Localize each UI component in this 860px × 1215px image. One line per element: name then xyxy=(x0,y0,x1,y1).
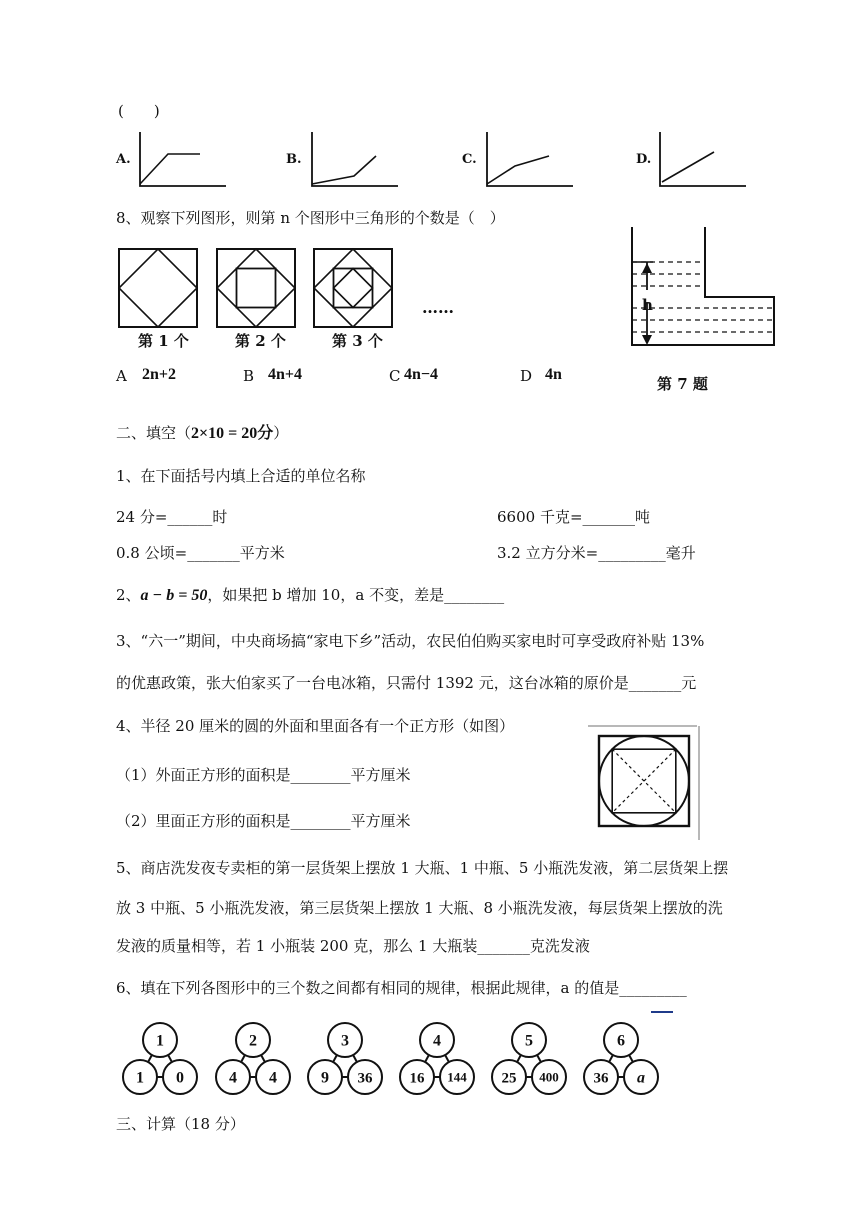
q8-stem: 8、观察下列图形，则第 n 个图形中三角形的个数是（ ） xyxy=(116,209,505,227)
section-2-title-prefix: 二、填空（ xyxy=(116,424,192,442)
q8-figure-3-label: 第 3 个 xyxy=(332,332,383,350)
number-value-right: 4 xyxy=(269,1069,277,1087)
fill-5-line-3: 发液的质量相等，若 1 小瓶装 200 克，那么 1 大瓶装_______克洗发液 xyxy=(116,937,590,955)
number-value-left: 9 xyxy=(321,1069,329,1087)
number-group-3 xyxy=(308,1023,382,1094)
q8-choice-d-expr: 4n xyxy=(545,366,562,383)
q7-figure-h-label: h xyxy=(642,296,653,314)
number-value-top: 2 xyxy=(249,1032,257,1050)
fill-5-line-2: 放 3 中瓶、5 小瓶洗发液，第三层货架上摆放 1 大瓶、8 小瓶洗发液，每层货架上摆放的洗 xyxy=(116,899,723,917)
number-value-right: 400 xyxy=(539,1069,559,1085)
fill-1-stem: 1、在下面括号内填上合适的单位名称 xyxy=(116,467,366,485)
q8-choice-a-letter: A xyxy=(116,367,127,385)
fill-1-item-2: 6600 千克=_______吨 xyxy=(497,508,651,526)
fill-2-text: ，如果把 b 增加 10，a 不变，差是________ xyxy=(207,586,505,604)
q8-choice-b-expr: 4n+4 xyxy=(268,366,303,383)
q7-option-b-label: B. xyxy=(286,152,302,167)
q7-answer-bracket: ( ) xyxy=(118,102,160,120)
number-value-top: 1 xyxy=(156,1032,164,1050)
fill-1-item-3: 0.8 公顷=_______平方米 xyxy=(116,544,285,562)
q8-choice-b-letter: B xyxy=(243,367,255,385)
section-2-title-math: 2×10 = 20分 xyxy=(191,425,274,442)
number-group-1 xyxy=(123,1023,197,1094)
number-group-6 xyxy=(584,1023,658,1094)
fill-3-line-2: 的优惠政策，张大伯家买了一台电冰箱，只需付 1392 元，这台冰箱的原价是_______元 xyxy=(116,674,697,692)
number-value-right: 36 xyxy=(357,1070,373,1087)
q8-ellipsis: …… xyxy=(422,298,454,317)
fill-4-stem: 4、半径 20 厘米的圆的外面和里面各有一个正方形（如图） xyxy=(116,717,515,735)
q8-figure-1-label: 第 1 个 xyxy=(138,332,189,350)
fill-1-item-1: 24 分=______时 xyxy=(116,508,228,526)
fill-1-item-4: 3.2 立方分米=_________毫升 xyxy=(497,544,696,562)
q7-option-a-label: A. xyxy=(116,152,131,167)
number-value-left: 1 xyxy=(136,1069,144,1087)
number-value-left: 36 xyxy=(593,1070,609,1087)
section-2-title-suffix: ） xyxy=(273,424,289,442)
number-group-5 xyxy=(492,1023,566,1094)
number-value-right: 0 xyxy=(176,1069,184,1087)
fill-4-question-2: （2）里面正方形的面积是________平方厘米 xyxy=(116,812,411,830)
q7-option-c-label: C. xyxy=(462,152,477,167)
number-value-top: 5 xyxy=(525,1032,533,1050)
number-value-top: 3 xyxy=(341,1032,349,1050)
fill-2-math: a − b = 50 xyxy=(140,587,208,604)
q8-choice-c-letter: C xyxy=(389,367,401,385)
number-value-top: 6 xyxy=(617,1032,625,1050)
number-value-left: 4 xyxy=(229,1069,237,1087)
number-value-left: 25 xyxy=(501,1070,517,1087)
number-group-4 xyxy=(400,1023,474,1094)
number-value-left: 16 xyxy=(409,1070,425,1087)
q8-choice-a-expr: 2n+2 xyxy=(142,366,177,383)
section-3-title: 三、计算（18 分） xyxy=(116,1115,245,1133)
number-value-right: 144 xyxy=(447,1069,467,1085)
q8-choice-d-letter: D xyxy=(520,367,533,385)
number-value-top: 4 xyxy=(433,1032,441,1050)
q8-choice-c-expr: 4n−4 xyxy=(404,366,439,383)
fill-6-stem: 6、填在下列各图形中的三个数之间都有相同的规律，根据此规律，a 的值是_________ xyxy=(116,979,687,997)
fill-2-prefix: 2、 xyxy=(116,586,141,604)
fill-4-question-1: （1）外面正方形的面积是________平方厘米 xyxy=(116,766,411,784)
q7-figure-caption: 第 7 题 xyxy=(657,375,708,393)
fill-3-line-1: 3、“六一”期间，中央商场搞“家电下乡”活动，农民伯伯购买家电时可享受政府补贴 13% xyxy=(116,632,705,650)
number-value-right: a xyxy=(637,1069,645,1087)
q7-option-d-label: D. xyxy=(636,152,652,167)
q8-figure-2-label: 第 2 个 xyxy=(235,332,286,350)
fill-5-line-1: 5、商店洗发夜专卖柜的第一层货架上摆放 1 大瓶、1 中瓶、5 小瓶洗发液，第二层货架上摆 xyxy=(116,859,729,877)
number-group-2 xyxy=(216,1023,290,1094)
